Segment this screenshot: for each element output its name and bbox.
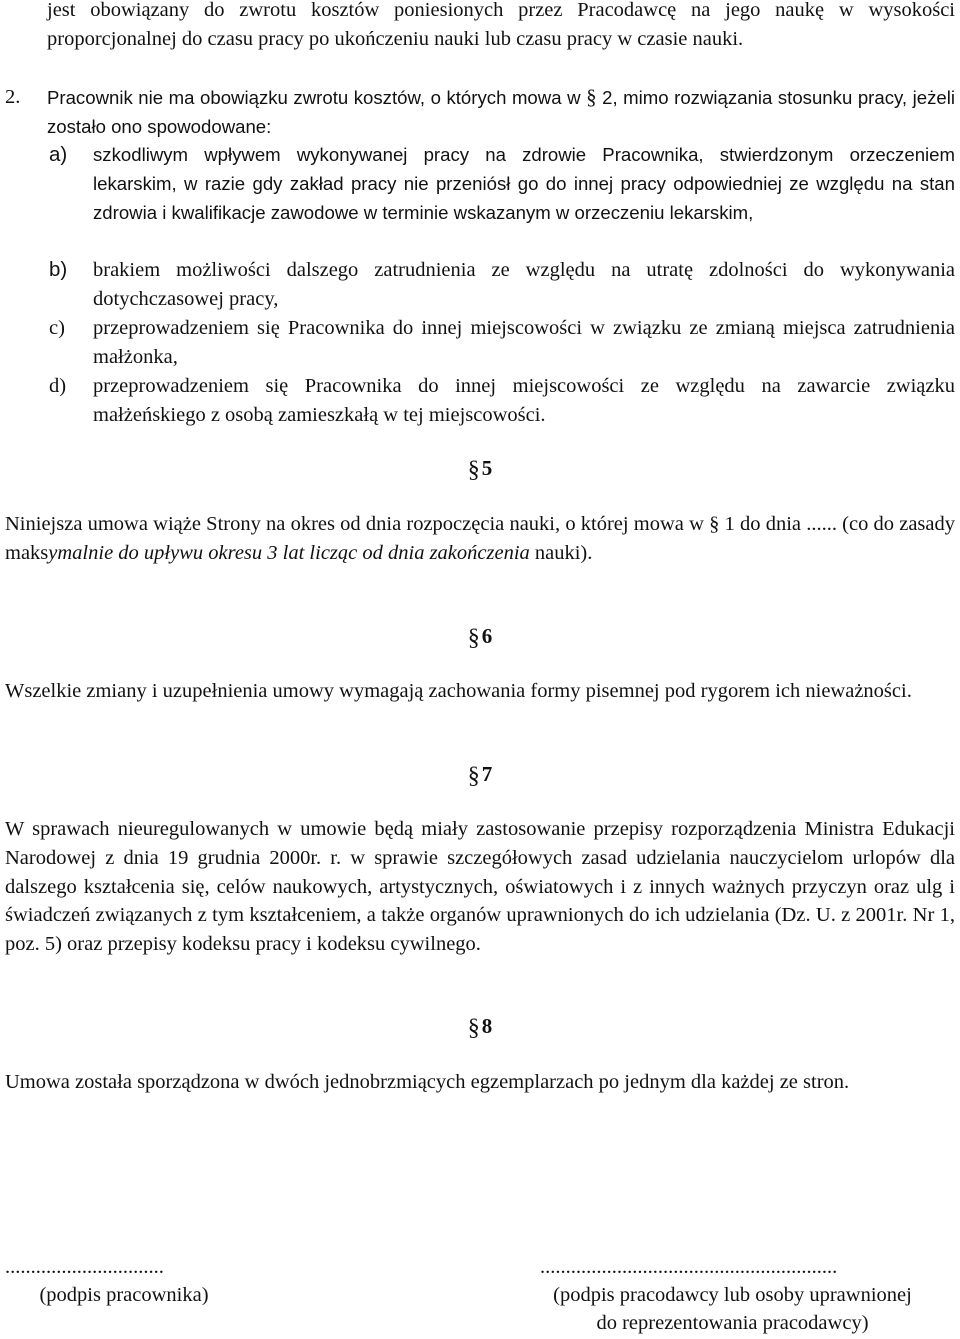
section-5-text: Niniejsza umowa wiąże Strony na okres od dnia rozpoczęcia nauki, o której mowa w § 1 do dnia ...... (co do zasady maksymalnie do upływu okresu 3 lat licząc od dnia zakończenia nauki). [5,513,955,564]
section-ref-sign: § [586,85,597,109]
employer-signature-label-2: do reprezentowania pracodawcy) [596,1312,869,1334]
point-2-number: 2. [5,86,21,108]
item-c-marker: c) [49,317,65,339]
item-b-marker: b) [49,258,68,281]
employee-signature-line: ............................... [5,1256,164,1278]
section-7-text: W sprawach nieuregulowanych w umowie będą miały zastosowanie przepisy rozporządzenia Ministra Edukacji Narodowej z dnia 19 grudnia 2000r. r. w sprawie szczegółowych zasad udzielania nauczycielom urlopów dla dalszego kształcenia się, celów naukowych, artystycznych, oświatowych i z innych ważnych przyczyn oraz ulg i świadczeń związanych z tym kształceniem, a także organów uprawnionych do ich udzielania (Dz. U. z 2001r. Nr 1, poz. 5) oraz przepisy kodeksu pracy i kodeksu cywilnego. [5,818,955,956]
employer-signature-line: .......................................................... [540,1256,838,1278]
item-a-marker: a) [49,143,68,166]
section-5-heading: §5 [467,456,493,483]
employer-signature-label-1: (podpis pracodawcy lub osoby uprawnionej [553,1284,912,1306]
item-d-marker: d) [49,375,67,397]
item-c-text: przeprowadzeniem się Pracownika do innej miejscowości w związku ze zmianą miejsca zatrudnienia małżonka, [93,317,955,368]
item-d-text: przeprowadzeniem się Pracownika do innej miejscowości ze względu na zawarcie związku małżeńskiego z osobą zamieszkałą w tej miejscowości. [93,375,955,426]
item-a-text: szkodliwym wpływem wykonywanej pracy na zdrowie Pracownika, stwierdzonym orzeczeniem lekarskim, w razie gdy zakład pracy nie przeniósł go do innej pracy odpowiedniej ze względu na stan zdrowia i kwalifikacje zawodowe w terminie wskazanym w orzeczeniu lekarskim, [93,144,955,223]
section-8-text: Umowa została sporządzona w dwóch jednobrzmiących egzemplarzach po jednym dla każdej ze stron. [5,1071,850,1093]
section-8-heading: §8 [467,1014,493,1041]
section-6-heading: §6 [467,624,493,651]
intro-text: jest obowiązany do zwrotu kosztów poniesionych przez Pracodawcę na jego naukę w wysokości proporcjonalnej do czasu pracy po ukończeniu nauki lub czasu pracy w czasie nauki. [47,0,955,50]
section-6-text: Wszelkie zmiany i uzupełnienia umowy wymagają zachowania formy pisemnej pod rygorem ich nieważności. [5,680,912,702]
point-2-text: Pracownik nie ma obowiązku zwrotu kosztów, o których mowa w § 2, mimo rozwiązania stosunku pracy, jeżeli zostało ono spowodowane: [47,85,955,137]
employee-signature-label: (podpis pracownika) [39,1284,209,1306]
intro-paragraph [47,0,955,54]
section-7-heading: §7 [467,762,493,789]
item-b-text: brakiem możliwości dalszego zatrudnienia ze względu na utratę zdolności do wykonywania dotychczasowej pracy, [93,259,955,310]
